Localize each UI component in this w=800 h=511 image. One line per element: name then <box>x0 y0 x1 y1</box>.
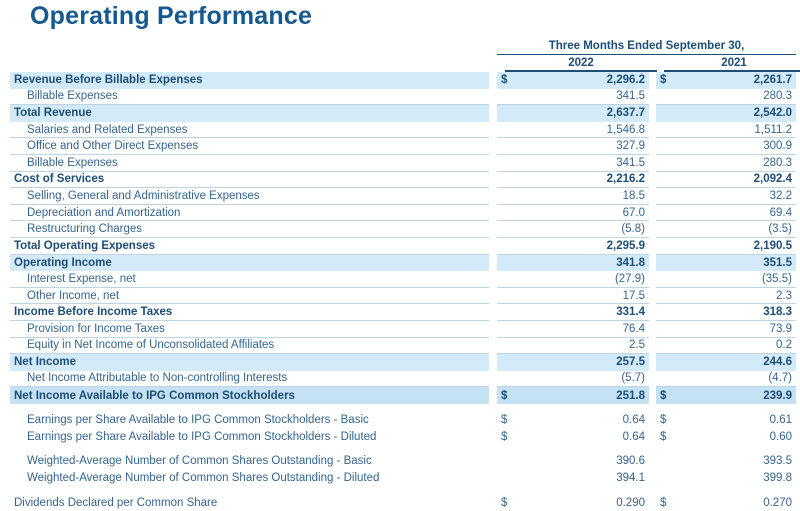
value-2022: 17.5 <box>497 288 649 305</box>
value-2021: $ 0.60 <box>660 430 792 443</box>
value-2021: (3.5) <box>656 221 796 238</box>
table-row-revenue-before-billable <box>10 72 796 89</box>
value-2021: 73.9 <box>656 321 796 338</box>
row-label: Restructuring Charges <box>10 221 489 238</box>
table-row-office-direct <box>10 138 796 155</box>
dollar-sign: $ <box>501 74 508 87</box>
value-2022: 390.6 <box>616 455 645 468</box>
table-row-billable-expenses-1 <box>10 89 796 106</box>
value-2022: $ 251.8 <box>497 387 649 404</box>
table-row-sga <box>10 188 796 205</box>
row-label: Net Income Available to IPG Common Stockholders <box>10 387 489 404</box>
value-2022: 67.0 <box>497 205 649 222</box>
value-2021: 32.2 <box>656 188 796 205</box>
row-label: Revenue Before Billable Expenses <box>10 72 489 89</box>
page-title: Operating Performance <box>30 2 313 30</box>
value-2022: 257.5 <box>497 354 649 371</box>
table-row-shares-diluted <box>10 470 796 487</box>
value-2022: 2.5 <box>497 338 649 355</box>
section-gap <box>10 404 796 412</box>
table-row-net-income <box>10 354 796 371</box>
row-label: Earnings per Share Available to IPG Common Stockholders - Diluted <box>27 430 377 443</box>
section-gap <box>10 486 796 494</box>
table-row-provision-taxes <box>10 321 796 338</box>
value-2022: $ 0.290 <box>501 496 645 509</box>
value-2021: 2.3 <box>656 288 796 305</box>
year-header-row <box>10 56 796 72</box>
row-label: Earnings per Share Available to IPG Common Stockholders - Basic <box>27 414 369 427</box>
section-gap <box>10 445 796 453</box>
column-header-2021: 2021 <box>664 56 800 72</box>
table-row-eps-basic <box>10 412 796 429</box>
period-header-row <box>10 40 796 55</box>
table-row-net-income-available <box>10 387 796 404</box>
dollar-sign: $ <box>660 74 667 87</box>
table-row-dividends <box>10 494 796 511</box>
row-label: Dividends Declared per Common Share <box>14 496 218 509</box>
dollar-sign: $ <box>660 430 667 443</box>
row-label: Selling, General and Administrative Expenses <box>10 188 489 205</box>
value-2021: 1,511.2 <box>656 122 796 139</box>
row-label: Total Revenue <box>10 105 489 122</box>
value-2021: $ 0.61 <box>660 414 792 427</box>
table-row-equity-affiliates <box>10 338 796 355</box>
row-label: Income Before Income Taxes <box>10 304 489 321</box>
period-header: Three Months Ended September 30, <box>497 40 796 55</box>
value-2022: 331.4 <box>497 304 649 321</box>
value-2021: 280.3 <box>656 89 796 106</box>
row-label: Depreciation and Amortization <box>10 205 489 222</box>
table-row-noncontrolling-interests <box>10 371 796 388</box>
row-label: Other Income, net <box>10 288 489 305</box>
value-2022: 341.5 <box>497 155 649 172</box>
value-2022: (5.7) <box>497 371 649 388</box>
value-2021: 399.8 <box>763 471 792 484</box>
value-2021: 2,190.5 <box>656 238 796 255</box>
table-row-shares-basic <box>10 453 796 470</box>
value-2022: 76.4 <box>497 321 649 338</box>
value-2021: 393.5 <box>763 455 792 468</box>
value-2022: 1,546.8 <box>497 122 649 139</box>
value-2021: 280.3 <box>656 155 796 172</box>
value-2021: (4.7) <box>656 371 796 388</box>
value-2022: $ 0.64 <box>501 430 645 443</box>
value-2022: $ 0.64 <box>501 414 645 427</box>
table-row-interest-expense <box>10 271 796 288</box>
value-2021: 244.6 <box>656 354 796 371</box>
row-label: Operating Income <box>10 255 489 272</box>
dollar-sign: $ <box>501 496 508 509</box>
value-2022: 2,637.7 <box>497 105 649 122</box>
table-row-total-revenue <box>10 105 796 122</box>
dollar-sign: $ <box>501 389 508 402</box>
table-row-total-operating-expenses <box>10 238 796 255</box>
value-2022: 341.5 <box>497 89 649 106</box>
table-row-billable-expenses-2 <box>10 155 796 172</box>
row-label: Net Income <box>10 354 489 371</box>
dollar-sign: $ <box>660 414 667 427</box>
value-2022: 327.9 <box>497 138 649 155</box>
row-label: Provision for Income Taxes <box>10 321 489 338</box>
row-label: Equity in Net Income of Unconsolidated Affiliates <box>10 338 489 355</box>
value-2022: $ 2,296.2 <box>497 72 649 89</box>
row-label: Billable Expenses <box>10 155 489 172</box>
value-2021: $ 239.9 <box>656 387 796 404</box>
row-label: Billable Expenses <box>10 89 489 106</box>
value-2021: 318.3 <box>656 304 796 321</box>
row-label: Weighted-Average Number of Common Shares Outstanding - Diluted <box>27 471 380 484</box>
value-2021: 69.4 <box>656 205 796 222</box>
table-row-income-before-taxes <box>10 304 796 321</box>
row-label: Weighted-Average Number of Common Shares Outstanding - Basic <box>27 455 372 468</box>
value-2022: 18.5 <box>497 188 649 205</box>
table-row-depreciation <box>10 205 796 222</box>
value-2021: 351.5 <box>656 255 796 272</box>
value-2022: 341.8 <box>497 255 649 272</box>
table-row-restructuring <box>10 221 796 238</box>
value-2022: 394.1 <box>616 471 645 484</box>
dollar-sign: $ <box>660 496 667 509</box>
financial-table <box>10 40 796 511</box>
value-2022: 2,216.2 <box>497 172 649 189</box>
value-2021: 2,092.4 <box>656 172 796 189</box>
table-row-operating-income <box>10 255 796 272</box>
row-label: Office and Other Direct Expenses <box>10 138 489 155</box>
table-row-cost-of-services <box>10 172 796 189</box>
value-2021: 300.9 <box>656 138 796 155</box>
header-spacer <box>10 56 497 72</box>
table-row-salaries <box>10 122 796 139</box>
row-label: Interest Expense, net <box>10 271 489 288</box>
row-label: Net Income Attributable to Non-controlling Interests <box>10 371 489 388</box>
value-2021: $ 2,261.7 <box>656 72 796 89</box>
table-row-eps-diluted <box>10 428 796 445</box>
value-2022: (27.9) <box>497 271 649 288</box>
value-2021: 0.2 <box>656 338 796 355</box>
dollar-sign: $ <box>501 414 508 427</box>
dollar-sign: $ <box>501 430 508 443</box>
row-label: Cost of Services <box>10 172 489 189</box>
header-spacer <box>10 40 497 55</box>
value-2021: 2,542.0 <box>656 105 796 122</box>
column-header-2022: 2022 <box>505 56 657 72</box>
row-label: Total Operating Expenses <box>10 238 489 255</box>
row-label: Salaries and Related Expenses <box>10 122 489 139</box>
value-2021: $ 0.270 <box>660 496 792 509</box>
dollar-sign: $ <box>660 389 667 402</box>
value-2022: 2,295.9 <box>497 238 649 255</box>
table-row-other-income <box>10 288 796 305</box>
value-2022: (5.8) <box>497 221 649 238</box>
value-2021: (35.5) <box>656 271 796 288</box>
